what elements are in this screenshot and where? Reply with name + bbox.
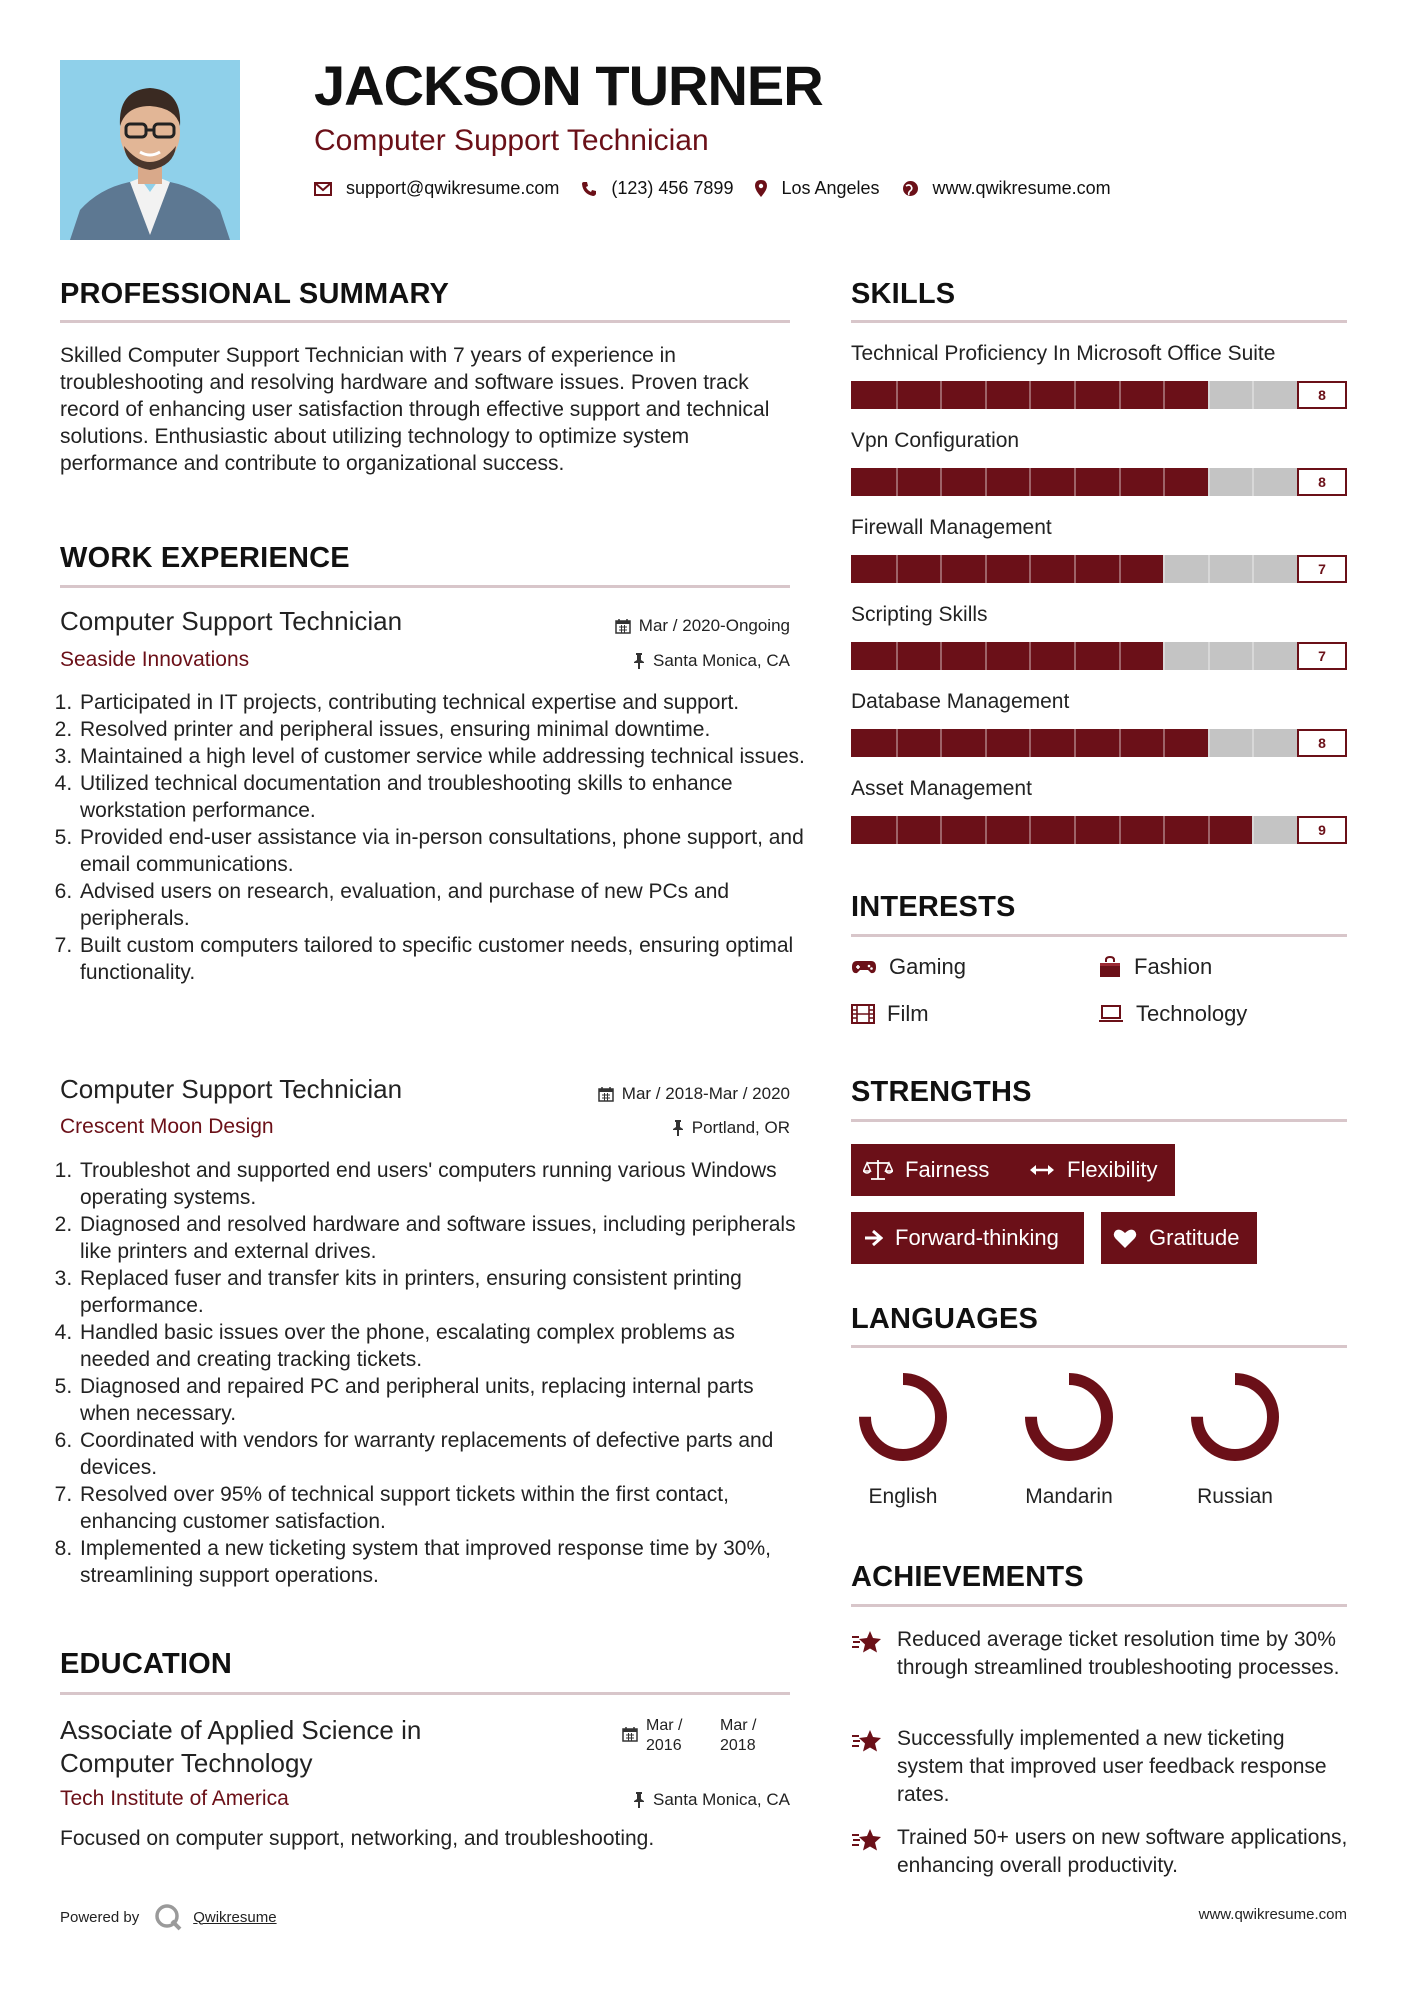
interest-item bbox=[851, 1001, 929, 1027]
achievements-divider bbox=[851, 1604, 1347, 1607]
skill-bar-segment bbox=[896, 729, 898, 757]
skill-bar-segment bbox=[1252, 555, 1254, 583]
skill-name: Firewall Management bbox=[851, 516, 1052, 539]
skill-bar-segment bbox=[1119, 729, 1121, 757]
skill-bar bbox=[851, 468, 1347, 496]
phone-text: (123) 456 7899 bbox=[611, 178, 734, 198]
skill-bar-segment bbox=[1074, 468, 1076, 496]
language-ring bbox=[853, 1367, 953, 1467]
job-dates bbox=[470, 1084, 790, 1104]
strength-label: Fairness bbox=[905, 1157, 990, 1182]
skill-bar-segment bbox=[940, 555, 942, 583]
contact-email[interactable] bbox=[314, 178, 559, 199]
pushpin-icon bbox=[672, 1120, 684, 1136]
skill-name: Technical Proficiency In Microsoft Office Suite bbox=[851, 342, 1276, 365]
skill-bar-segment bbox=[1163, 555, 1165, 583]
achievement-text: Successfully implemented a new ticketing system that improved user feedback response rates. bbox=[897, 1727, 1327, 1806]
candidate-name: JACKSON TURNER bbox=[314, 54, 823, 117]
location-text: Los Angeles bbox=[781, 178, 880, 198]
interest-label: Technology bbox=[1136, 1001, 1248, 1026]
shopping-bag-icon bbox=[1098, 956, 1122, 978]
interest-label: Fashion bbox=[1134, 954, 1213, 979]
skill-score: 7 bbox=[1297, 555, 1347, 583]
list-item: 1. Troubleshot and supported end users' computers running various Windows operating systems. bbox=[78, 1157, 808, 1211]
skill-bar-segment bbox=[1119, 642, 1121, 670]
language-ring-arc bbox=[865, 1379, 941, 1455]
interests-divider bbox=[851, 934, 1347, 937]
arrow-right-icon bbox=[863, 1229, 883, 1247]
interest-label: Gaming bbox=[889, 954, 967, 979]
skill-bar-segment bbox=[1208, 555, 1210, 583]
skill-bar-segment bbox=[1029, 381, 1031, 409]
skill-name: Asset Management bbox=[851, 777, 1032, 800]
pushpin-icon bbox=[633, 1792, 645, 1808]
achievement-text: Reduced average ticket resolution time by 30% through streamlined troubleshooting processes. bbox=[897, 1628, 1340, 1679]
company-name: Seaside Innovations bbox=[60, 648, 250, 671]
list-item: 6. Coordinated with vendors for warranty replacements of defective parts and devices. bbox=[78, 1427, 808, 1481]
skill-bar-segment bbox=[896, 555, 898, 583]
job-location bbox=[470, 651, 790, 671]
school-name: Tech Institute of America bbox=[60, 1787, 289, 1810]
skill-bar-segment bbox=[1163, 381, 1165, 409]
strength-label: Gratitude bbox=[1149, 1225, 1240, 1250]
skill-bar-segment bbox=[940, 381, 942, 409]
contact-bar bbox=[314, 178, 1133, 199]
language-ring-arc bbox=[1031, 1379, 1107, 1455]
film-icon bbox=[851, 1004, 875, 1024]
skill-bar-segment bbox=[1074, 642, 1076, 670]
skill-bar bbox=[851, 729, 1347, 757]
qwikresume-link[interactable]: Qwikresume bbox=[193, 1908, 277, 1926]
job-location-text: Portland, OR bbox=[691, 1118, 790, 1137]
list-item: 2. Resolved printer and peripheral issues, ensuring minimal downtime. bbox=[78, 716, 808, 743]
skill-bar-segment bbox=[896, 816, 898, 844]
skill-bar-segment bbox=[1029, 468, 1031, 496]
skill-bar-segment bbox=[1163, 816, 1165, 844]
skill-bar bbox=[851, 816, 1347, 844]
list-item: 5. Diagnosed and repaired PC and peripheral units, replacing internal parts when necessary. bbox=[78, 1373, 808, 1427]
work-heading: WORK EXPERIENCE bbox=[60, 542, 350, 574]
list-item: 4. Handled basic issues over the phone, escalating complex problems as needed and creating tracking tickets. bbox=[78, 1319, 808, 1373]
job-duties-list bbox=[60, 1157, 808, 1589]
education-start: Mar / 2016 bbox=[646, 1717, 683, 1754]
language-ring bbox=[1019, 1367, 1119, 1467]
star-badge-icon bbox=[851, 1826, 883, 1854]
skill-bar-segment bbox=[985, 381, 987, 409]
summary-divider bbox=[60, 320, 790, 323]
education-end: Mar / 2018 bbox=[720, 1717, 757, 1754]
pushpin-icon bbox=[633, 653, 645, 669]
skill-bar-segment bbox=[1074, 816, 1076, 844]
contact-website[interactable] bbox=[902, 178, 1111, 199]
skill-bar-segment bbox=[1252, 381, 1254, 409]
skill-bar-segment bbox=[1029, 729, 1031, 757]
strength-label: Flexibility bbox=[1067, 1157, 1158, 1182]
skill-bar-segment bbox=[1252, 642, 1254, 670]
achievement-item bbox=[851, 1725, 1351, 1809]
education-divider bbox=[60, 1692, 790, 1695]
education-dates bbox=[622, 1716, 774, 1756]
job-dates-text: Mar / 2020-Ongoing bbox=[638, 616, 790, 635]
language-ring bbox=[1185, 1367, 1285, 1467]
list-item: 7. Resolved over 95% of technical support tickets within the first contact, enhancing customer satisfaction. bbox=[78, 1481, 808, 1535]
languages-heading: LANGUAGES bbox=[851, 1303, 1039, 1335]
skill-bar-segment bbox=[1029, 816, 1031, 844]
skill-name: Vpn Configuration bbox=[851, 429, 1020, 452]
skill-bar-segment bbox=[1208, 816, 1210, 844]
skills-heading: SKILLS bbox=[851, 278, 956, 310]
skill-bar-segment bbox=[1029, 642, 1031, 670]
skill-bar-segment bbox=[1119, 381, 1121, 409]
skill-bar-segment bbox=[1074, 729, 1076, 757]
strength-chip bbox=[851, 1212, 1084, 1264]
list-item: 1. Participated in IT projects, contributing technical expertise and support. bbox=[78, 689, 808, 716]
calendar-icon bbox=[622, 1726, 638, 1742]
skill-bar-segment bbox=[1074, 381, 1076, 409]
phone-icon bbox=[581, 181, 597, 197]
skill-bar-segment bbox=[1029, 555, 1031, 583]
candidate-title: Computer Support Technician bbox=[314, 124, 709, 157]
skill-score: 8 bbox=[1297, 381, 1347, 409]
star-badge-icon bbox=[851, 1628, 883, 1656]
calendar-icon bbox=[598, 1086, 614, 1102]
skill-bar-segment bbox=[896, 381, 898, 409]
strength-chip bbox=[1017, 1144, 1175, 1196]
footer-powered-by bbox=[60, 1902, 277, 1932]
strength-label: Forward-thinking bbox=[895, 1225, 1059, 1250]
skill-bar-segment bbox=[940, 816, 942, 844]
skill-bar-segment bbox=[1208, 642, 1210, 670]
list-item: 5. Provided end-user assistance via in-person consultations, phone support, and email communications. bbox=[78, 824, 808, 878]
degree-title bbox=[60, 1714, 421, 1780]
list-item: 8. Implemented a new ticketing system that improved response time by 30%, streamlining support operations. bbox=[78, 1535, 808, 1589]
skill-bar bbox=[851, 642, 1347, 670]
achievement-item bbox=[851, 1626, 1351, 1682]
skill-name: Scripting Skills bbox=[851, 603, 988, 626]
strength-chip bbox=[1101, 1212, 1257, 1264]
achievements-heading: ACHIEVEMENTS bbox=[851, 1561, 1084, 1593]
skill-bar-segment bbox=[940, 468, 942, 496]
job-title: Computer Support Technician bbox=[60, 1074, 403, 1104]
degree-line: Computer Technology bbox=[60, 1748, 313, 1778]
strengths-heading: STRENGTHS bbox=[851, 1076, 1032, 1108]
skill-bar-segment bbox=[1163, 729, 1165, 757]
skill-bar bbox=[851, 555, 1347, 583]
job-title: Computer Support Technician bbox=[60, 606, 403, 636]
map-pin-icon bbox=[755, 180, 767, 197]
strengths-divider bbox=[851, 1119, 1347, 1122]
skill-bar-segment bbox=[985, 729, 987, 757]
skill-bar bbox=[851, 381, 1347, 409]
globe-icon bbox=[902, 180, 919, 197]
language-label: English bbox=[868, 1485, 938, 1508]
language-label: Mandarin bbox=[1025, 1485, 1113, 1508]
skill-bar-fill bbox=[851, 555, 1163, 583]
language-label: Russian bbox=[1197, 1485, 1273, 1508]
interest-label: Film bbox=[887, 1001, 929, 1026]
languages-divider bbox=[851, 1345, 1347, 1348]
company-name: Crescent Moon Design bbox=[60, 1115, 274, 1138]
contact-phone[interactable] bbox=[581, 178, 733, 199]
job-dates bbox=[470, 616, 790, 636]
skill-score: 8 bbox=[1297, 729, 1347, 757]
skill-bar-segment bbox=[1119, 555, 1121, 583]
skills-divider bbox=[851, 320, 1347, 323]
arrows-horizontal-icon bbox=[1029, 1163, 1055, 1177]
summary-heading: PROFESSIONAL SUMMARY bbox=[60, 278, 450, 310]
skill-bar-segment bbox=[1208, 381, 1210, 409]
interest-item bbox=[1098, 954, 1212, 980]
footer-website[interactable]: www.qwikresume.com bbox=[1198, 1906, 1347, 1923]
skill-score: 8 bbox=[1297, 468, 1347, 496]
skill-score: 7 bbox=[1297, 642, 1347, 670]
achievement-text: Trained 50+ users on new software applications, enhancing overall productivity. bbox=[897, 1826, 1348, 1877]
skill-bar-segment bbox=[1119, 468, 1121, 496]
job-duties-list bbox=[60, 689, 808, 986]
skill-bar-fill bbox=[851, 816, 1252, 844]
education-location bbox=[470, 1790, 790, 1810]
skill-bar-segment bbox=[1252, 729, 1254, 757]
skill-bar-segment bbox=[1163, 642, 1165, 670]
achievement-item bbox=[851, 1824, 1351, 1880]
list-item: 3. Maintained a high level of customer service while addressing technical issues. bbox=[78, 743, 808, 770]
skill-name: Database Management bbox=[851, 690, 1070, 713]
interest-item bbox=[1098, 1001, 1247, 1027]
job-location-text: Santa Monica, CA bbox=[652, 651, 790, 670]
skill-bar-segment bbox=[1119, 816, 1121, 844]
list-item: 4. Utilized technical documentation and troubleshooting skills to enhance workstation performance. bbox=[78, 770, 808, 824]
envelope-icon bbox=[314, 182, 332, 196]
language-ring-arc bbox=[1197, 1379, 1273, 1455]
skill-bar-segment bbox=[1252, 816, 1254, 844]
profile-photo bbox=[60, 60, 240, 240]
calendar-icon bbox=[615, 618, 631, 634]
skill-bar-segment bbox=[1208, 729, 1210, 757]
degree-line: Associate of Applied Science in bbox=[60, 1715, 422, 1745]
strength-chip bbox=[851, 1144, 1017, 1196]
email-text: support@qwikresume.com bbox=[346, 178, 560, 198]
skill-bar-segment bbox=[985, 555, 987, 583]
list-item: 2. Diagnosed and resolved hardware and software issues, including peripherals like printers and external drives. bbox=[78, 1211, 808, 1265]
skill-bar-segment bbox=[940, 729, 942, 757]
skill-bar-segment bbox=[985, 642, 987, 670]
skill-bar-segment bbox=[1163, 468, 1165, 496]
skill-bar-segment bbox=[1252, 468, 1254, 496]
education-description: Focused on computer support, networking, and troubleshooting. bbox=[60, 1827, 655, 1850]
skill-bar-segment bbox=[940, 642, 942, 670]
star-badge-icon bbox=[851, 1727, 883, 1755]
website-text: www.qwikresume.com bbox=[932, 178, 1111, 198]
education-heading: EDUCATION bbox=[60, 1648, 233, 1680]
heart-icon bbox=[1113, 1228, 1137, 1249]
summary-text: Skilled Computer Support Technician with 7 years of experience in troubleshooting and resolving hardware and software issues. Proven track record of enhancing user satisfaction through effective support and technical solutions. Enthusiastic about utilizing technology to optimize system performance and contribute to organizational success. bbox=[60, 344, 770, 475]
job-location bbox=[470, 1118, 790, 1138]
powered-by-text: Powered by bbox=[60, 1908, 140, 1926]
laptop-icon bbox=[1098, 1005, 1124, 1023]
contact-location bbox=[755, 178, 879, 199]
list-item: 3. Replaced fuser and transfer kits in printers, ensuring consistent printing performance. bbox=[78, 1265, 808, 1319]
qwikresume-logo-icon bbox=[153, 1902, 183, 1932]
gamepad-icon bbox=[851, 959, 877, 975]
skill-bar-fill bbox=[851, 642, 1163, 670]
skill-bar-segment bbox=[985, 468, 987, 496]
list-item: 6. Advised users on research, evaluation, and purchase of new PCs and peripherals. bbox=[78, 878, 808, 932]
education-location-text: Santa Monica, CA bbox=[652, 1790, 790, 1809]
balance-scale-icon bbox=[863, 1158, 893, 1182]
list-item: 7. Built custom computers tailored to specific customer needs, ensuring optimal functionality. bbox=[78, 932, 808, 986]
skill-bar-segment bbox=[1074, 555, 1076, 583]
skill-bar-segment bbox=[896, 642, 898, 670]
skill-bar-segment bbox=[985, 816, 987, 844]
skill-bar-segment bbox=[1208, 468, 1210, 496]
interests-heading: INTERESTS bbox=[851, 891, 1016, 923]
skill-score: 9 bbox=[1297, 816, 1347, 844]
work-divider bbox=[60, 585, 790, 588]
skill-bar-segment bbox=[896, 468, 898, 496]
job-dates-text: Mar / 2018-Mar / 2020 bbox=[621, 1084, 790, 1103]
interest-item bbox=[851, 954, 966, 980]
